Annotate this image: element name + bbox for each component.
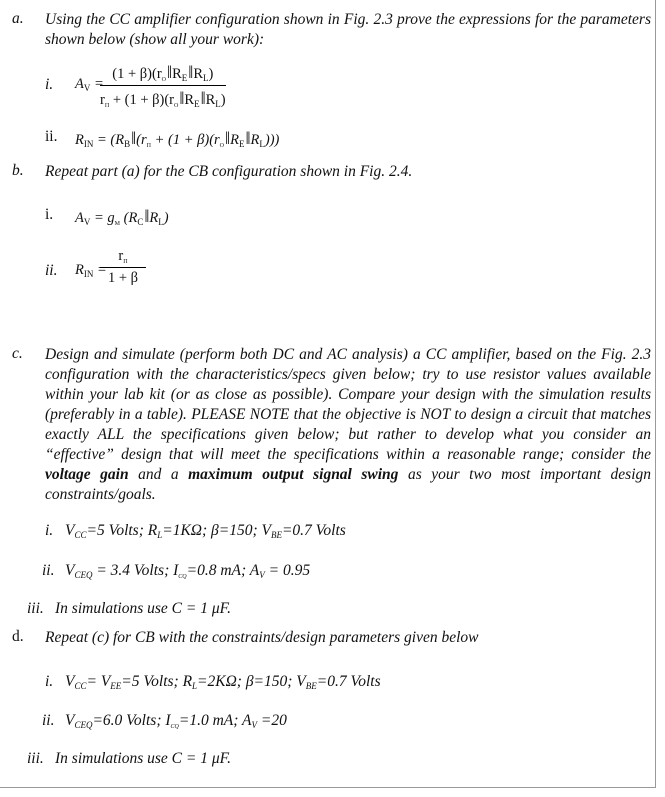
subscript: o: [161, 73, 167, 83]
c-bold-output-swing: maximum output signal swing: [188, 466, 399, 483]
c-item-2: [65, 562, 310, 580]
part-d-text: Repeat (c) for CB with the constraints/design parameters given below: [45, 629, 479, 646]
b-i-expr: [75, 206, 169, 227]
subscript: L: [158, 217, 164, 227]
math-term: R: [75, 262, 84, 278]
math-term: R: [193, 66, 203, 82]
c-item-1: [65, 522, 346, 540]
parallel-symbol: ‖: [167, 62, 171, 82]
a-i-label: i.: [45, 76, 54, 93]
math-term: =0.7 Volts: [281, 522, 346, 539]
math-term: =: [93, 262, 107, 278]
subscript: BE: [305, 681, 317, 691]
fraction-bar: [100, 267, 146, 268]
subscript: EE: [110, 681, 122, 691]
c-text-after: as your two most important design constraints/goals.: [45, 466, 652, 503]
subscript: IN: [83, 269, 94, 279]
part-c-text: [45, 345, 651, 505]
math-term: + (1 + β)(r: [109, 92, 174, 108]
d-item-3: [55, 750, 231, 768]
math-term: In simulations use C = 1 μF.: [55, 600, 231, 617]
math-term: V: [65, 673, 75, 690]
math-term: =2KΩ; β=150; V: [197, 673, 306, 690]
fraction-bar: [100, 85, 226, 86]
subscript: BE: [270, 530, 282, 540]
math-term: =: [90, 76, 104, 92]
math-term: + (1 + β)(r: [151, 132, 220, 148]
part-a-text: Using the CC amplifier configuration shown in Fig. 2.3 prove the expressions for the parameters shown below (show all your work):: [45, 11, 651, 48]
math-term: =5 Volts; R: [86, 522, 158, 539]
parallel-symbol: ‖: [179, 88, 183, 108]
math-term: A: [75, 76, 84, 92]
parallel-symbol: ‖: [245, 128, 249, 148]
math-term: = (R: [93, 132, 125, 148]
a-i-denominator: [100, 88, 226, 109]
math-term: In simulations use C = 1 μF.: [55, 750, 231, 767]
math-term: (1 + β)(r: [112, 66, 162, 82]
parallel-symbol: ‖: [225, 128, 229, 148]
c-text-before: Design and simulate (perform both DC and AC analysis) a CC amplifier, based on the Fig. 2.3 configuration with the characteristics/specs given below; try to use resistor values available within your lab kit (or as close as possible). Compare your design with the simulation results (preferably in a table). PLEASE NOTE that the objective is NOT to design a circuit that matches exactly ALL the specifications given below; but rather to develop what you consider an “effective” design that will meet the specifications within a reasonable range; consider the: [45, 346, 651, 463]
math-term: =0.8 mA; A: [186, 562, 260, 579]
math-term: A: [75, 210, 84, 226]
math-term: R: [75, 132, 84, 148]
parallel-symbol: ‖: [144, 206, 148, 226]
subscript: L: [202, 73, 209, 83]
subscript: CC: [74, 681, 87, 691]
d-item-1-label: i.: [45, 673, 54, 690]
math-term: =20: [256, 712, 287, 729]
subscript: V: [259, 570, 265, 580]
b-i-label: i.: [45, 206, 54, 223]
subscript: L: [157, 530, 163, 540]
c-item-3-label: iii.: [27, 600, 44, 617]
math-term: r: [100, 92, 105, 108]
subscript: π: [104, 99, 110, 109]
math-term: R: [184, 92, 195, 108]
math-term: ): [220, 92, 226, 108]
math-term: r: [118, 248, 124, 264]
subscript: o: [173, 99, 179, 109]
math-term: (r: [136, 132, 147, 148]
math-term: V: [65, 712, 75, 729]
subscript: CC: [74, 530, 87, 540]
subscript: CEQ: [74, 720, 93, 730]
math-term: R: [149, 210, 159, 226]
math-term: =5 Volts; R: [121, 673, 193, 690]
subscript: π: [123, 255, 128, 265]
parallel-symbol: ‖: [188, 62, 192, 82]
subscript: cq: [170, 720, 179, 730]
subscript: V: [83, 217, 91, 227]
math-term: =6.0 Volts; I: [92, 712, 171, 729]
subscript: L: [192, 681, 198, 691]
a-i-fraction: [100, 62, 226, 109]
part-d-label: d.: [12, 628, 24, 645]
parallel-symbol: ‖: [131, 128, 135, 148]
d-item-3-label: iii.: [27, 750, 44, 767]
c-bold-voltage-gain: voltage gain: [45, 466, 129, 483]
math-term: R: [230, 132, 239, 148]
math-term: ): [208, 66, 214, 82]
d-item-1: [65, 673, 381, 691]
c-item-3: [55, 600, 231, 618]
subscript: m: [114, 217, 120, 227]
part-c-label: c.: [12, 345, 23, 362]
part-a-label: a.: [12, 10, 24, 27]
subscript: L: [259, 139, 265, 149]
subscript: E: [194, 99, 200, 109]
math-term: V: [65, 522, 75, 539]
math-term: ))): [264, 132, 280, 148]
math-term: R: [250, 132, 260, 148]
b-ii-label: ii.: [45, 262, 58, 279]
math-term: =0.7 Volts: [316, 673, 381, 690]
c-item-2-label: ii.: [42, 562, 55, 579]
subscript: o: [219, 139, 225, 149]
c-text-mid: and a: [128, 466, 189, 483]
subscript: B: [124, 139, 131, 149]
math-term: = 0.95: [264, 562, 311, 579]
subscript: L: [215, 99, 221, 109]
subscript: π: [146, 139, 151, 149]
math-term: R: [172, 66, 182, 82]
d-item-2: [65, 712, 287, 730]
math-term: =1.0 mA; A: [178, 712, 252, 729]
math-term: = 3.4 Volts; I: [92, 562, 179, 579]
a-ii-label: ii.: [45, 128, 58, 145]
part-b-label: b.: [12, 162, 24, 179]
subscript: V: [251, 720, 257, 730]
subscript: cq: [178, 570, 187, 580]
math-term: R: [205, 92, 216, 108]
math-term: =1KΩ; β=150; V: [162, 522, 271, 539]
b-ii-numerator: [118, 248, 127, 265]
part-b-text: Repeat part (a) for the CB configuration shown in Fig. 2.4.: [45, 163, 413, 180]
subscript: CEQ: [74, 570, 93, 580]
subscript: E: [181, 73, 188, 83]
subscript: C: [137, 217, 144, 227]
math-term: = V: [86, 673, 111, 690]
math-term: = g: [90, 210, 115, 226]
subscript: V: [83, 83, 91, 93]
d-item-2-label: ii.: [42, 712, 55, 729]
c-item-1-label: i.: [45, 522, 54, 539]
math-term: V: [65, 562, 75, 579]
b-ii-denominator: [108, 270, 138, 287]
subscript: E: [238, 139, 245, 149]
math-term: ): [163, 210, 169, 226]
b-ii-fraction: [100, 248, 146, 287]
a-ii-expr: [75, 128, 279, 149]
math-term: 1 + β: [107, 270, 139, 286]
a-i-numerator: [112, 62, 213, 83]
math-term: (R: [120, 210, 138, 226]
parallel-symbol: ‖: [200, 88, 204, 108]
subscript: IN: [83, 139, 94, 149]
